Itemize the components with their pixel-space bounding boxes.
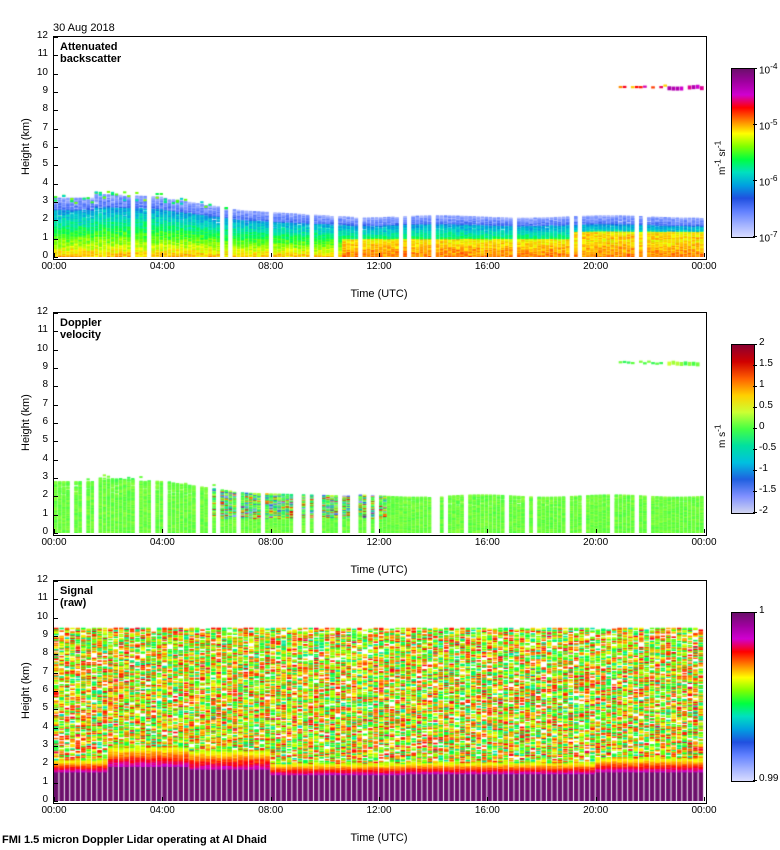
plot-area-doppler-velocity: [53, 312, 707, 536]
y-tick-mark: [54, 496, 58, 497]
y-tick-label: 12: [36, 574, 48, 585]
y-tick-label: 0: [42, 250, 48, 261]
y-tick-mark: [54, 110, 58, 111]
x-tick-mark: [487, 253, 488, 257]
panel-title-doppler: Doppler velocity: [60, 317, 102, 341]
x-tick-mark: [379, 529, 380, 533]
x-tick-label: 12:00: [366, 261, 392, 272]
y-tick-mark: [54, 654, 58, 655]
x-tick-mark: [162, 797, 163, 801]
colorbar-tick-label: $10^{-6}$: [759, 173, 778, 189]
y-tick-label: 4: [42, 176, 48, 188]
y-tick-mark: [54, 184, 58, 185]
x-tick-label: 20:00: [583, 805, 609, 816]
x-axis-label-signal: Time (UTC): [350, 832, 408, 844]
date-label: 30 Aug 2018: [53, 22, 115, 34]
colorbar-tick-mark: [753, 780, 757, 781]
y-tick-label: 8: [42, 647, 48, 659]
y-tick-label: 0: [42, 794, 48, 805]
y-tick-label: 11: [37, 48, 48, 60]
colorbar-signal: [731, 612, 755, 782]
y-tick-mark: [54, 783, 58, 784]
x-tick-mark: [379, 253, 380, 257]
y-tick-label: 4: [42, 452, 48, 464]
x-tick-mark: [596, 253, 597, 257]
y-tick-label: 6: [42, 140, 48, 151]
x-tick-mark: [54, 797, 55, 801]
footer-caption: FMI 1.5 micron Doppler Lidar operating at Al Dhaid: [2, 834, 267, 846]
colorbar-tick-mark: [753, 612, 757, 613]
colorbar-tick-mark: [753, 428, 757, 429]
panel-title-backscatter: Attenuated backscatter: [60, 41, 122, 65]
colorbar-tick-label: 1.5: [759, 358, 773, 369]
colorbar-tick-label: 0: [759, 421, 765, 432]
y-tick-label: 11: [37, 324, 48, 336]
colorbar-tick-mark: [753, 365, 757, 366]
colorbar-tick-mark: [753, 491, 757, 492]
x-tick-label: 08:00: [258, 261, 284, 272]
heatmap-canvas-doppler: [54, 313, 704, 533]
colorbar-tick-label: 0.99: [759, 773, 779, 784]
y-tick-mark: [54, 441, 58, 442]
plot-area-attenuated-backscatter: [53, 36, 707, 260]
panel-title-signal: Signal (raw): [60, 585, 94, 609]
x-tick-label: 00:00: [691, 261, 717, 272]
y-tick-mark: [54, 618, 58, 619]
colorbar-tick-mark: [753, 236, 757, 237]
y-tick-mark: [54, 460, 58, 461]
y-tick-label: 7: [42, 665, 48, 677]
x-tick-label: 04:00: [149, 805, 175, 816]
y-tick-mark: [54, 165, 58, 166]
y-tick-mark: [54, 220, 58, 221]
x-tick-mark: [162, 253, 163, 257]
x-tick-mark: [162, 529, 163, 533]
y-tick-mark: [54, 257, 58, 258]
y-tick-label: 12: [36, 306, 48, 317]
y-tick-label: 5: [42, 434, 48, 446]
x-tick-mark: [379, 797, 380, 801]
y-tick-mark: [54, 239, 58, 240]
x-tick-label: 16:00: [474, 537, 500, 548]
y-tick-label: 1: [42, 775, 48, 787]
colorbar-tick-label: 0.5: [759, 400, 773, 411]
x-tick-label: 04:00: [149, 261, 175, 272]
y-tick-label: 9: [42, 629, 48, 640]
y-tick-mark: [54, 709, 58, 710]
y-tick-label: 10: [36, 610, 48, 622]
y-tick-label: 7: [42, 397, 48, 409]
colorbar-tick-mark: [753, 344, 757, 345]
y-tick-mark: [54, 331, 58, 332]
colorbar-tick-label: -2: [759, 505, 768, 516]
y-tick-mark: [54, 673, 58, 674]
x-axis-label-backscatter: Time (UTC): [350, 288, 408, 300]
colorbar-tick-mark: [753, 386, 757, 387]
y-tick-label: 4: [42, 720, 48, 732]
y-tick-mark: [54, 515, 58, 516]
x-tick-label: 20:00: [583, 537, 609, 548]
y-tick-mark: [54, 202, 58, 203]
colorbar-tick-label: -1: [759, 463, 768, 474]
colorbar-tick-label: -0.5: [759, 442, 777, 453]
colorbar-tick-label: $10^{-5}$: [759, 117, 778, 133]
colorbar-tick-mark: [753, 449, 757, 450]
x-tick-label: 08:00: [258, 805, 284, 816]
x-tick-label: 08:00: [258, 537, 284, 548]
y-tick-mark: [54, 533, 58, 534]
y-tick-mark: [54, 129, 58, 130]
y-tick-mark: [54, 478, 58, 479]
colorbar-doppler: [731, 344, 755, 514]
y-tick-mark: [54, 313, 58, 314]
x-tick-mark: [271, 529, 272, 533]
y-axis-label-doppler: Height (km): [20, 394, 32, 451]
x-tick-label: 00:00: [41, 261, 67, 272]
x-tick-label: 00:00: [691, 805, 717, 816]
colorbar-tick-label: $10^{-4}$: [759, 61, 778, 77]
plot-area-signal-raw: [53, 580, 707, 804]
colorbar-label-backscatter: $m^{-1}$ $sr^{-1}$: [713, 140, 729, 175]
y-tick-label: 2: [42, 489, 48, 501]
heatmap-canvas-backscatter: [54, 37, 704, 257]
y-tick-label: 7: [42, 121, 48, 133]
y-tick-mark: [54, 55, 58, 56]
colorbar-tick-label: $10^{-7}$: [759, 229, 778, 245]
y-tick-label: 9: [42, 85, 48, 96]
y-tick-mark: [54, 636, 58, 637]
colorbar-tick-mark: [753, 470, 757, 471]
y-tick-mark: [54, 728, 58, 729]
x-tick-label: 00:00: [41, 805, 67, 816]
colorbar-tick-label: 1: [759, 605, 765, 616]
y-tick-label: 6: [42, 684, 48, 695]
x-tick-mark: [54, 253, 55, 257]
y-tick-label: 2: [42, 213, 48, 225]
y-tick-mark: [54, 147, 58, 148]
y-tick-label: 10: [36, 342, 48, 354]
y-tick-label: 5: [42, 702, 48, 714]
x-tick-mark: [54, 529, 55, 533]
y-tick-label: 2: [42, 757, 48, 769]
x-tick-mark: [704, 253, 705, 257]
y-tick-mark: [54, 405, 58, 406]
y-tick-mark: [54, 368, 58, 369]
y-axis-label-backscatter: Height (km): [20, 118, 32, 175]
y-tick-label: 12: [36, 30, 48, 41]
x-tick-mark: [704, 529, 705, 533]
heatmap-canvas-signal: [54, 581, 704, 801]
y-tick-label: 1: [42, 507, 48, 519]
y-tick-mark: [54, 801, 58, 802]
x-tick-mark: [704, 797, 705, 801]
y-tick-mark: [54, 764, 58, 765]
y-tick-label: 3: [42, 471, 48, 482]
x-tick-label: 20:00: [583, 261, 609, 272]
y-axis-label-signal: Height (km): [20, 662, 32, 719]
colorbar-label-doppler: m $s^{-1}$: [713, 424, 729, 448]
x-tick-mark: [487, 797, 488, 801]
y-tick-label: 1: [42, 231, 48, 243]
y-tick-label: 3: [42, 739, 48, 750]
x-tick-mark: [596, 797, 597, 801]
x-tick-label: 00:00: [691, 537, 717, 548]
colorbar-tick-mark: [753, 512, 757, 513]
y-tick-mark: [54, 92, 58, 93]
x-tick-label: 12:00: [366, 537, 392, 548]
x-tick-label: 16:00: [474, 261, 500, 272]
y-tick-label: 6: [42, 416, 48, 427]
colorbar-tick-mark: [753, 180, 757, 181]
y-tick-label: 9: [42, 361, 48, 372]
x-tick-mark: [596, 529, 597, 533]
x-tick-label: 16:00: [474, 805, 500, 816]
y-tick-mark: [54, 691, 58, 692]
x-tick-label: 12:00: [366, 805, 392, 816]
colorbar-tick-mark: [753, 124, 757, 125]
colorbar-backscatter: [731, 68, 755, 238]
y-tick-label: 11: [37, 592, 48, 604]
colorbar-tick-label: 2: [759, 337, 765, 348]
colorbar-tick-mark: [753, 407, 757, 408]
colorbar-tick-label: -1.5: [759, 484, 777, 495]
y-tick-mark: [54, 746, 58, 747]
y-tick-mark: [54, 599, 58, 600]
x-tick-mark: [271, 797, 272, 801]
y-tick-label: 10: [36, 66, 48, 78]
colorbar-tick-mark: [753, 68, 757, 69]
y-tick-mark: [54, 386, 58, 387]
y-tick-mark: [54, 423, 58, 424]
x-tick-label: 00:00: [41, 537, 67, 548]
y-tick-mark: [54, 581, 58, 582]
x-axis-label-doppler: Time (UTC): [350, 564, 408, 576]
y-tick-label: 0: [42, 526, 48, 537]
y-tick-mark: [54, 350, 58, 351]
y-tick-label: 5: [42, 158, 48, 170]
colorbar-tick-label: 1: [759, 379, 765, 390]
y-tick-mark: [54, 37, 58, 38]
x-tick-mark: [487, 529, 488, 533]
y-tick-label: 8: [42, 379, 48, 391]
x-tick-label: 04:00: [149, 537, 175, 548]
y-tick-label: 8: [42, 103, 48, 115]
x-tick-mark: [271, 253, 272, 257]
y-tick-label: 3: [42, 195, 48, 206]
y-tick-mark: [54, 74, 58, 75]
